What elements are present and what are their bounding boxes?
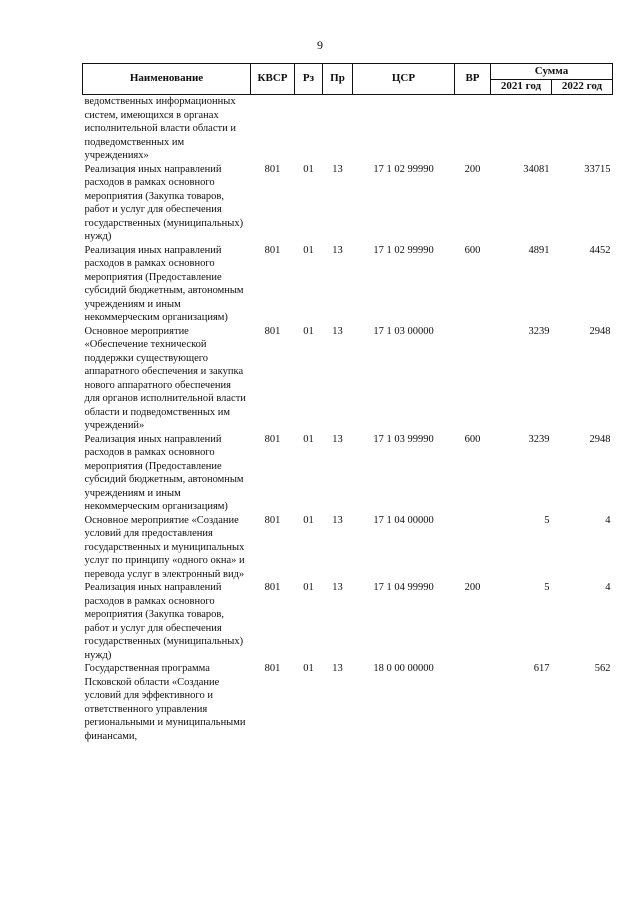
row-pr: [323, 95, 353, 163]
row-rz: 01: [303, 163, 314, 175]
header-vr: ВР: [455, 64, 491, 95]
row-sum-2022: [552, 95, 613, 163]
row-name: Основное мероприятие «Обеспечение технической поддержки существующего аппаратного обеспечения и закупка нового аппаратного обеспечения для органов исполнительной власти области и подведомственных им учреждений»: [84, 325, 246, 431]
row-kvsr: 801: [264, 325, 281, 337]
page-number: 9: [317, 38, 323, 52]
row-vr: [455, 325, 491, 433]
row-name: Реализация иных направлений расходов в рамках основного мероприятия (Предоставление субсидий бюджетным, автономным учреждениям и иным некоммерческим организациям): [84, 244, 244, 323]
row-pr: 13: [332, 433, 343, 445]
row-kvsr: 801: [264, 663, 281, 674]
row-vr: 600: [464, 244, 481, 256]
row-kvsr: 801: [264, 433, 281, 445]
row-kvsr: 801: [264, 582, 281, 593]
header-year-2022: 2022 год: [552, 80, 613, 95]
row-sum-2021: 3239: [528, 433, 550, 445]
row-sum-2022: 4: [605, 582, 611, 593]
table-row: [83, 325, 613, 433]
row-rz: 01: [303, 663, 314, 674]
row-rz: 01: [303, 433, 314, 445]
row-vr: 200: [464, 582, 481, 593]
table-row: [83, 514, 613, 582]
row-name: Реализация иных направлений расходов в рамках основного мероприятия (Закупка товаров, работ и услуг для обеспечения государственных (муниципальных) нужд): [84, 163, 244, 242]
row-name: Реализация иных направлений расходов в рамках основного мероприятия (Предоставление субсидий бюджетным, автономным учреждениям и иным некоммерческим организациям): [84, 433, 244, 512]
row-vr: [455, 95, 491, 163]
row-csr: 17 1 02 99990: [373, 244, 434, 256]
row-sum-2021: 5: [544, 514, 550, 526]
row-vr: 600: [464, 433, 481, 445]
row-sum-2022: 562: [594, 663, 611, 674]
row-pr: 13: [332, 663, 343, 674]
row-pr: 13: [332, 514, 343, 526]
row-csr: 17 1 03 99990: [373, 433, 434, 445]
header-pr: Пр: [323, 64, 353, 95]
table-header: [83, 64, 613, 95]
row-pr: 13: [332, 582, 343, 593]
budget-table: [82, 63, 613, 743]
row-kvsr: 801: [264, 244, 281, 256]
row-sum-2021: 5: [544, 582, 550, 593]
row-vr: [455, 662, 491, 743]
row-sum-2022: 2948: [589, 433, 611, 445]
row-rz: [295, 95, 323, 163]
row-vr: 200: [464, 163, 481, 175]
table-body: [83, 95, 613, 744]
row-sum-2022: 2948: [589, 325, 611, 337]
table-row: [83, 244, 613, 325]
table-row: [83, 433, 613, 514]
header-year-2021: 2021 год: [491, 80, 552, 95]
row-rz: 01: [303, 244, 314, 256]
row-sum-2021: 34081: [523, 163, 550, 175]
row-rz: 01: [303, 582, 314, 593]
row-kvsr: [251, 95, 295, 163]
row-kvsr: 801: [264, 163, 281, 175]
header-csr: ЦСР: [353, 64, 455, 95]
row-rz: 01: [303, 325, 314, 337]
row-name: Реализация иных направлений расходов в рамках основного мероприятия (Закупка товаров, работ и услуг для обеспечения государственных (муниципальных) нужд): [84, 582, 244, 661]
header-name: Наименование: [83, 64, 251, 95]
row-sum-2021: 617: [533, 663, 550, 674]
row-csr: 17 1 03 00000: [373, 325, 434, 337]
row-name: ведомственных информационных систем, имеющихся в органах исполнительной власти области и подведомственных им учреждениях»: [84, 96, 236, 161]
row-kvsr: 801: [264, 514, 281, 526]
row-sum-2021: 4891: [528, 244, 550, 256]
row-pr: 13: [332, 244, 343, 256]
row-csr: [353, 95, 455, 163]
header-kvsr: КВСР: [251, 64, 295, 95]
row-csr: 18 0 00 00000: [373, 663, 434, 674]
table-row: [83, 95, 613, 163]
row-name: Основное мероприятие «Создание условий для предоставления государственных и муниципальных услуг по принципу «одного окна» и перевода услуг в электронный вид»: [84, 514, 245, 580]
table-row: [83, 581, 613, 662]
row-name: Государственная программа Псковской области «Создание условий для эффективного и ответственного управления региональными и муниципальными финансами,: [84, 663, 246, 742]
row-pr: 13: [332, 325, 343, 337]
table-row: [83, 662, 613, 743]
row-sum-2022: 4452: [589, 244, 611, 256]
row-rz: 01: [303, 514, 314, 526]
row-sum-2021: 3239: [528, 325, 550, 337]
header-sum: Сумма: [491, 64, 613, 80]
table-row: [83, 163, 613, 244]
row-csr: 17 1 04 99990: [373, 582, 434, 593]
row-sum-2022: 33715: [584, 163, 611, 175]
header-rz: Рз: [295, 64, 323, 95]
row-pr: 13: [332, 163, 343, 175]
row-vr: [455, 514, 491, 582]
row-sum-2022: 4: [605, 514, 611, 526]
row-csr: 17 1 02 99990: [373, 163, 434, 175]
row-sum-2021: [491, 95, 552, 163]
row-csr: 17 1 04 00000: [373, 514, 434, 526]
